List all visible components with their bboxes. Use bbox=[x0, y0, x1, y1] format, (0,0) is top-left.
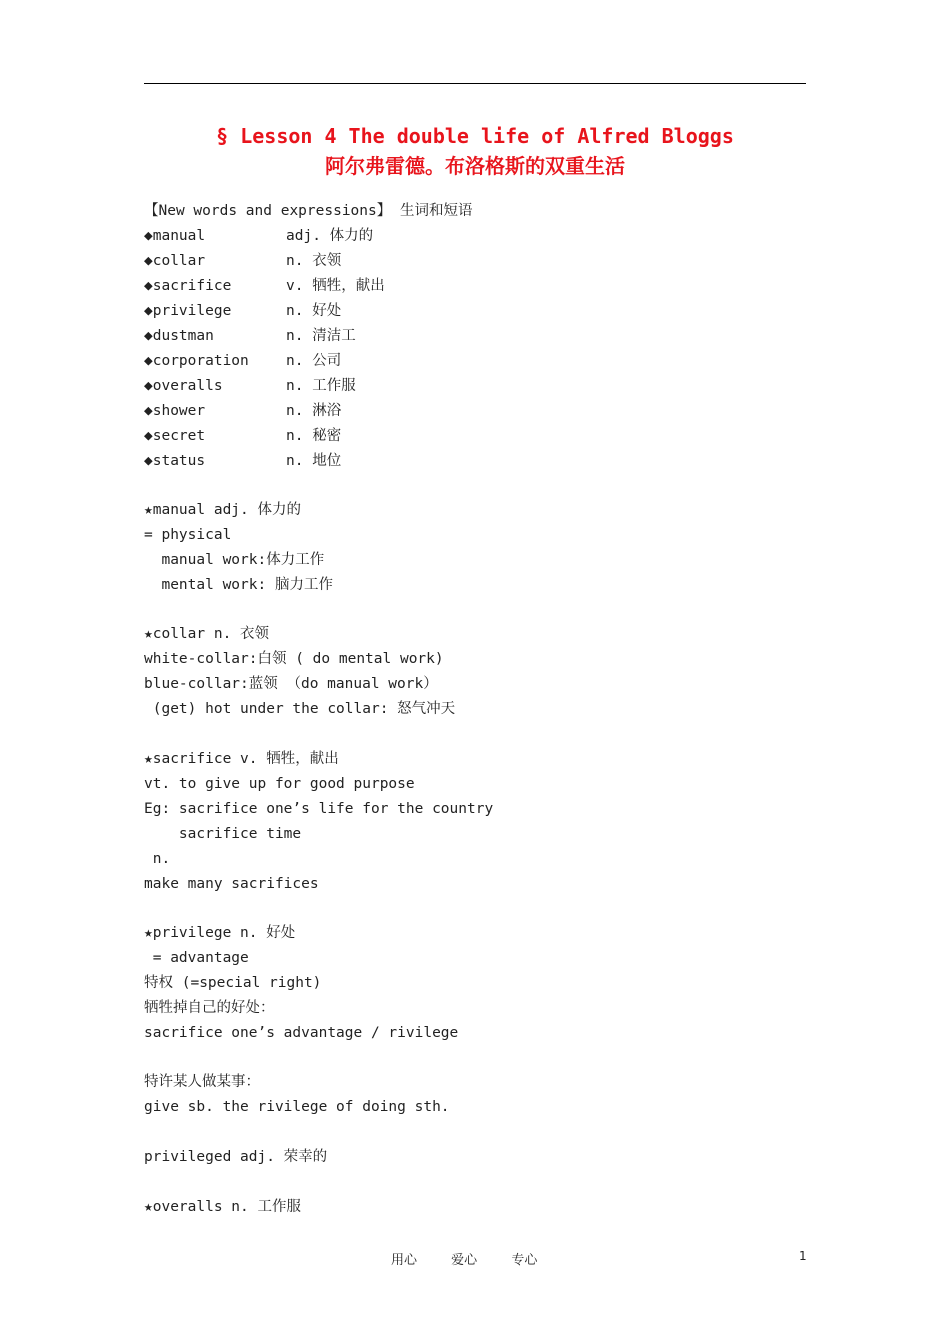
vocab-def: n. 好处 bbox=[286, 303, 342, 319]
vocab-row bbox=[144, 249, 341, 274]
header-rule bbox=[144, 83, 806, 84]
vocab-term: ◆sacrifice bbox=[144, 278, 232, 294]
vocab-def: n. 清洁工 bbox=[286, 328, 356, 344]
vocab-term: ◆overalls bbox=[144, 378, 223, 394]
vocab-def: n. 地位 bbox=[286, 453, 342, 469]
note-line: blue-collar:蓝领 （do manual work） bbox=[144, 676, 438, 692]
vocab-def: adj. 体力的 bbox=[286, 228, 374, 244]
vocab-def: v. 牺牲，献出 bbox=[286, 278, 385, 294]
note-heading-sacrifice: ★sacrifice v. 牺牲，献出 bbox=[144, 751, 339, 767]
note-line: give sb. the rivilege of doing sth. bbox=[144, 1099, 450, 1115]
vocab-row bbox=[144, 399, 341, 424]
note-heading-manual: ★manual adj. 体力的 bbox=[144, 502, 301, 518]
vocab-term: ◆privilege bbox=[144, 303, 232, 319]
vocab-row bbox=[144, 224, 373, 249]
vocab-term: ◆collar bbox=[144, 253, 206, 269]
vocab-row bbox=[144, 324, 356, 349]
note-line: sacrifice one’s advantage / rivilege bbox=[144, 1025, 459, 1041]
vocab-def: n. 淋浴 bbox=[286, 403, 342, 419]
footer-item: 专心 bbox=[511, 1253, 538, 1268]
vocab-row bbox=[144, 449, 341, 474]
lesson-title-cn: 阿尔弗雷德。布洛格斯的双重生活 bbox=[325, 154, 625, 178]
vocab-def: n. 衣领 bbox=[286, 253, 342, 269]
footer-item: 用心 bbox=[391, 1253, 418, 1268]
vocab-term: ◆status bbox=[144, 453, 206, 469]
note-line: (get) hot under the collar: 怒气冲天 bbox=[144, 701, 456, 717]
vocab-row bbox=[144, 349, 341, 374]
note-line: privileged adj. 荣幸的 bbox=[144, 1149, 328, 1165]
note-line: 特许某人做某事： bbox=[144, 1074, 260, 1090]
vocab-row bbox=[144, 424, 341, 449]
note-line: Eg: sacrifice one’s life for the country bbox=[144, 801, 494, 817]
note-line: vt. to give up for good purpose bbox=[144, 776, 415, 792]
note-line: mental work: 脑力工作 bbox=[144, 577, 333, 593]
note-line: = advantage bbox=[144, 950, 249, 966]
note-heading-collar: ★collar n. 衣领 bbox=[144, 626, 270, 642]
note-heading-privilege: ★privilege n. 好处 bbox=[144, 925, 296, 941]
vocab-row bbox=[144, 274, 385, 299]
vocab-row bbox=[144, 299, 341, 324]
note-line: make many sacrifices bbox=[144, 876, 319, 892]
note-line: 特权 (=special right) bbox=[144, 975, 322, 991]
vocab-term: ◆manual bbox=[144, 228, 206, 244]
vocab-term: ◆secret bbox=[144, 428, 206, 444]
vocab-term: ◆corporation bbox=[144, 353, 249, 369]
vocab-header: 【New words and expressions】 生词和短语 bbox=[144, 203, 473, 219]
vocab-term: ◆shower bbox=[144, 403, 206, 419]
page-number: 1 bbox=[799, 1249, 807, 1263]
note-line: white-collar:白领 ( do mental work) bbox=[144, 651, 444, 667]
vocab-def: n. 公司 bbox=[286, 353, 342, 369]
page-footer bbox=[391, 1249, 567, 1268]
footer-item: 爱心 bbox=[451, 1253, 478, 1268]
note-line: 牺牲掉自己的好处： bbox=[144, 1000, 275, 1016]
note-line: sacrifice time bbox=[144, 826, 302, 842]
vocab-row bbox=[144, 374, 356, 399]
note-heading-overalls: ★overalls n. 工作服 bbox=[144, 1199, 301, 1215]
note-line: n. bbox=[144, 851, 171, 867]
lesson-title-en: § Lesson 4 The double life of Alfred Bloggs bbox=[216, 124, 734, 148]
vocab-def: n. 工作服 bbox=[286, 378, 356, 394]
note-line: = physical bbox=[144, 527, 232, 543]
note-line: manual work:体力工作 bbox=[144, 552, 325, 568]
vocab-def: n. 秘密 bbox=[286, 428, 342, 444]
vocab-term: ◆dustman bbox=[144, 328, 214, 344]
